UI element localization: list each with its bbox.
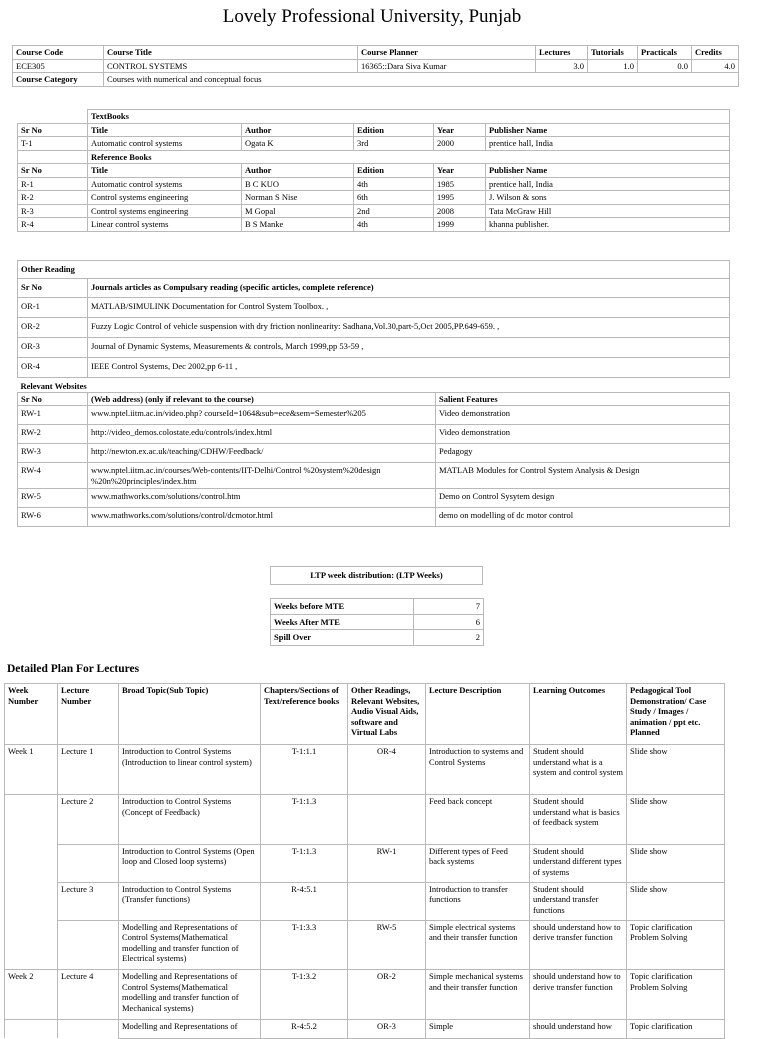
plan-lecture-description: Introduction to transfer functions bbox=[426, 882, 530, 920]
book-title: Control systems engineering bbox=[88, 204, 242, 218]
rw-address-header: (Web address) (only if relevant to the course) bbox=[88, 392, 436, 406]
reference-label-row bbox=[18, 150, 730, 164]
plan-lecture-number bbox=[58, 920, 119, 970]
plan-other-readings bbox=[348, 882, 426, 920]
plan-chapters-sections: T-1:1.3 bbox=[261, 844, 348, 882]
book-year: 1995 bbox=[434, 191, 486, 205]
plan-week-number bbox=[5, 844, 58, 882]
plan-pedagogical-tool: Slide show bbox=[627, 882, 725, 920]
plan-learning-outcomes: should understand how bbox=[530, 1020, 627, 1039]
course-title: CONTROL SYSTEMS bbox=[104, 59, 358, 73]
plan-lecture-description: Simple mechanical systems and their transfer function bbox=[426, 970, 530, 1020]
plan-lecture-number bbox=[58, 844, 119, 882]
course-category: Courses with numerical and conceptual focus bbox=[104, 73, 739, 87]
book-author: Ogata K bbox=[242, 137, 354, 151]
course-code: ECE305 bbox=[13, 59, 104, 73]
book-publisher: J. Wilson & sons bbox=[486, 191, 730, 205]
plan-header-broad-topic: Broad Topic(Sub Topic) bbox=[119, 684, 261, 745]
plan-learning-outcomes: Student should understand what is basics of feedback system bbox=[530, 795, 627, 845]
or-reference: Fuzzy Logic Control of vehicle suspension with dry friction nonlinearity: Sadhana,Vol.30,part-5,Oct 2005,PP.649-659. , bbox=[88, 318, 730, 338]
rw-address: www.nptel.iitm.ac.in/video.php? courseId=1064&sub=ece&sem=Semester%205 bbox=[88, 406, 436, 425]
plan-other-readings: RW-1 bbox=[348, 844, 426, 882]
website-row bbox=[18, 425, 730, 444]
books-header-row bbox=[18, 123, 730, 137]
textbook-row bbox=[18, 137, 730, 151]
plan-broad-topic: Modelling and Representations of Control Systems(Mathematical modelling and transfer function of Electrical systems) bbox=[119, 920, 261, 970]
plan-other-readings: OR-3 bbox=[348, 1020, 426, 1039]
book-sr-no: R-4 bbox=[18, 218, 88, 232]
book-edition: 4th bbox=[354, 177, 434, 191]
book-sr-no: R-2 bbox=[18, 191, 88, 205]
rw-address: www.mathworks.com/solutions/control.htm bbox=[88, 489, 436, 508]
other-reading-label: Other Reading bbox=[18, 261, 730, 279]
plan-week-number bbox=[5, 882, 58, 920]
plan-other-readings: OR-2 bbox=[348, 970, 426, 1020]
plan-row bbox=[5, 970, 725, 1020]
or-reference: MATLAB/SIMULINK Documentation for Control System Toolbox. , bbox=[88, 298, 730, 318]
book-sr-no: T-1 bbox=[18, 137, 88, 151]
book-header-year: Year bbox=[434, 123, 486, 137]
books-table bbox=[17, 109, 730, 232]
website-row bbox=[18, 463, 730, 489]
plan-lecture-number bbox=[58, 1020, 119, 1039]
ltp-title-table bbox=[270, 566, 483, 585]
ltp-row bbox=[271, 614, 484, 630]
book-title: Automatic control systems bbox=[88, 137, 242, 151]
plan-pedagogical-tool: Topic clarification bbox=[627, 1020, 725, 1039]
plan-lecture-description: Feed back concept bbox=[426, 795, 530, 845]
plan-header-week-number: Week Number bbox=[5, 684, 58, 745]
rw-sr-header: Sr No bbox=[18, 392, 88, 406]
course-category-label: Course Category bbox=[13, 73, 104, 87]
plan-chapters-sections: T-1:3.2 bbox=[261, 970, 348, 1020]
book-edition: 6th bbox=[354, 191, 434, 205]
plan-broad-topic: Introduction to Control Systems (Transfer functions) bbox=[119, 882, 261, 920]
websites-label: Relevant Websites bbox=[20, 381, 87, 391]
plan-chapters-sections: R-4:5.1 bbox=[261, 882, 348, 920]
plan-broad-topic: Modelling and Representations of Control Systems(Mathematical modelling and transfer function of Mechanical systems) bbox=[119, 970, 261, 1020]
book-title: Control systems engineering bbox=[88, 191, 242, 205]
plan-lecture-description: Different types of Feed back systems bbox=[426, 844, 530, 882]
or-sr-header: Sr No bbox=[18, 279, 88, 298]
rw-features-header: Salient Features bbox=[436, 392, 730, 406]
book-publisher: Tata McGraw Hill bbox=[486, 204, 730, 218]
plan-heading: Detailed Plan For Lectures bbox=[7, 663, 140, 675]
reference-header-row bbox=[18, 164, 730, 178]
book-year: 1985 bbox=[434, 177, 486, 191]
lecture-plan-table bbox=[4, 683, 725, 1039]
lectures-value: 3.0 bbox=[536, 59, 588, 73]
rw-sr-no: RW-6 bbox=[18, 508, 88, 527]
rw-feature: Pedagogy bbox=[436, 444, 730, 463]
book-title: Linear control systems bbox=[88, 218, 242, 232]
ltp-table bbox=[270, 598, 484, 646]
book-header-sr-no: Sr No bbox=[18, 123, 88, 137]
course-info-table bbox=[12, 45, 739, 87]
plan-lecture-description: Introduction to systems and Control Systems bbox=[426, 745, 530, 795]
practicals-label: Practicals bbox=[638, 46, 692, 60]
ltp-title: LTP week distribution: (LTP Weeks) bbox=[271, 567, 483, 585]
other-reading-table bbox=[17, 260, 730, 378]
plan-lecture-description: Simple electrical systems and their transfer function bbox=[426, 920, 530, 970]
plan-pedagogical-tool: Topic clarification Problem Solving bbox=[627, 970, 725, 1020]
ltp-label: Weeks After MTE bbox=[271, 614, 414, 630]
book-author: B C KUO bbox=[242, 177, 354, 191]
plan-header-lecture-number: Lecture Number bbox=[58, 684, 119, 745]
or-sr-no: OR-3 bbox=[18, 338, 88, 358]
website-row bbox=[18, 508, 730, 527]
plan-header-learning-outcomes: Learning Outcomes bbox=[530, 684, 627, 745]
book-sr-no: R-3 bbox=[18, 204, 88, 218]
tutorials-label: Tutorials bbox=[588, 46, 638, 60]
rw-sr-no: RW-3 bbox=[18, 444, 88, 463]
credits-value: 4.0 bbox=[692, 59, 739, 73]
plan-week-number bbox=[5, 1020, 58, 1039]
plan-header-lecture-description: Lecture Description bbox=[426, 684, 530, 745]
plan-pedagogical-tool: Slide show bbox=[627, 745, 725, 795]
book-author: M Gopal bbox=[242, 204, 354, 218]
rw-address: www.mathworks.com/solutions/control/dcmotor.html bbox=[88, 508, 436, 527]
book-header-publisher: Publisher Name bbox=[486, 164, 730, 178]
book-header-publisher: Publisher Name bbox=[486, 123, 730, 137]
plan-header-pedagogical-tool: Pedagogical Tool Demonstration/ Case Study / Images / animation / ppt etc. Planned bbox=[627, 684, 725, 745]
plan-chapters-sections: T-1:1.1 bbox=[261, 745, 348, 795]
websites-header-row bbox=[18, 392, 730, 406]
reference-row bbox=[18, 191, 730, 205]
plan-learning-outcomes: should understand how to derive transfer function bbox=[530, 970, 627, 1020]
rw-feature: Demo on Control Sysytem design bbox=[436, 489, 730, 508]
plan-header-other-readings: Other Readings, Relevant Websites, Audio Visual Aids, software and Virtual Labs bbox=[348, 684, 426, 745]
credits-label: Credits bbox=[692, 46, 739, 60]
website-row bbox=[18, 444, 730, 463]
book-year: 2000 bbox=[434, 137, 486, 151]
book-year: 2008 bbox=[434, 204, 486, 218]
website-row bbox=[18, 489, 730, 508]
or-reference: Journal of Dynamic Systems, Measurements & controls, March 1999,pp 53-59 , bbox=[88, 338, 730, 358]
ltp-row bbox=[271, 630, 484, 646]
plan-lecture-number: Lecture 3 bbox=[58, 882, 119, 920]
other-reading-row bbox=[18, 298, 730, 318]
book-year: 1999 bbox=[434, 218, 486, 232]
book-publisher: prentice hall, India bbox=[486, 177, 730, 191]
rw-feature: MATLAB Modules for Control System Analysis & Design bbox=[436, 463, 730, 489]
spacer-cell bbox=[18, 110, 88, 124]
other-reading-row bbox=[18, 358, 730, 378]
book-header-sr-no: Sr No bbox=[18, 164, 88, 178]
or-sr-no: OR-1 bbox=[18, 298, 88, 318]
rw-sr-no: RW-4 bbox=[18, 463, 88, 489]
other-reading-header-row bbox=[18, 279, 730, 298]
course-planner-label: Course Planner bbox=[358, 46, 536, 60]
book-header-year: Year bbox=[434, 164, 486, 178]
textbooks-label: TextBooks bbox=[88, 110, 730, 124]
rw-address: www.nptel.iitm.ac.in/courses/Web-contents/IIT-Delhi/Control %20system%20design %20n%20principles/index.htm bbox=[88, 463, 436, 489]
book-header-edition: Edition bbox=[354, 123, 434, 137]
reference-row bbox=[18, 177, 730, 191]
website-row bbox=[18, 406, 730, 425]
spacer-cell bbox=[18, 150, 88, 164]
plan-other-readings bbox=[348, 795, 426, 845]
rw-sr-no: RW-5 bbox=[18, 489, 88, 508]
rw-address: http://newton.ex.ac.uk/teaching/CDHW/Feedback/ bbox=[88, 444, 436, 463]
university-title: Lovely Professional University, Punjab bbox=[222, 6, 522, 27]
plan-pedagogical-tool: Topic clarification Problem Solving bbox=[627, 920, 725, 970]
reference-row bbox=[18, 204, 730, 218]
ltp-value: 7 bbox=[414, 599, 484, 615]
plan-row bbox=[5, 745, 725, 795]
plan-header-row bbox=[5, 684, 725, 745]
plan-learning-outcomes: Student should understand different types of systems bbox=[530, 844, 627, 882]
book-author: Norman S Nise bbox=[242, 191, 354, 205]
practicals-value: 0.0 bbox=[638, 59, 692, 73]
plan-lecture-number: Lecture 4 bbox=[58, 970, 119, 1020]
rw-sr-no: RW-1 bbox=[18, 406, 88, 425]
plan-lecture-description: Simple bbox=[426, 1020, 530, 1039]
plan-week-number bbox=[5, 920, 58, 970]
reference-row bbox=[18, 218, 730, 232]
rw-sr-no: RW-2 bbox=[18, 425, 88, 444]
websites-table bbox=[17, 380, 730, 527]
plan-pedagogical-tool: Slide show bbox=[627, 795, 725, 845]
plan-row bbox=[5, 795, 725, 845]
rw-address: http://video_demos.colostate.edu/controls/index.html bbox=[88, 425, 436, 444]
plan-row bbox=[5, 882, 725, 920]
book-edition: 2nd bbox=[354, 204, 434, 218]
plan-learning-outcomes: Student should understand what is a system and control system bbox=[530, 745, 627, 795]
book-edition: 4th bbox=[354, 218, 434, 232]
reference-books-label: Reference Books bbox=[88, 150, 730, 164]
book-header-title: Title bbox=[88, 123, 242, 137]
plan-row bbox=[5, 844, 725, 882]
plan-broad-topic: Introduction to Control Systems (Concept of Feedback) bbox=[119, 795, 261, 845]
plan-other-readings: RW-5 bbox=[348, 920, 426, 970]
plan-week-number: Week 1 bbox=[5, 745, 58, 795]
rw-feature: Video demonstration bbox=[436, 425, 730, 444]
other-reading-row bbox=[18, 338, 730, 358]
ltp-value: 2 bbox=[414, 630, 484, 646]
plan-chapters-sections: T-1:1.3 bbox=[261, 795, 348, 845]
or-journal-header: Journals articles as Compulsary reading (specific articles, complete reference) bbox=[88, 279, 730, 298]
course-planner: 16365::Dara Siva Kumar bbox=[358, 59, 536, 73]
or-reference: IEEE Control Systems, Dec 2002,pp 6-11 , bbox=[88, 358, 730, 378]
book-header-author: Author bbox=[242, 164, 354, 178]
plan-chapters-sections: R-4:5.2 bbox=[261, 1020, 348, 1039]
tutorials-value: 1.0 bbox=[588, 59, 638, 73]
course-title-label: Course Title bbox=[104, 46, 358, 60]
book-edition: 3rd bbox=[354, 137, 434, 151]
book-header-edition: Edition bbox=[354, 164, 434, 178]
book-title: Automatic control systems bbox=[88, 177, 242, 191]
book-publisher: khanna publisher. bbox=[486, 218, 730, 232]
plan-week-number bbox=[5, 795, 58, 845]
plan-week-number: Week 2 bbox=[5, 970, 58, 1020]
book-publisher: prentice hall, India bbox=[486, 137, 730, 151]
rw-feature: Video demonstration bbox=[436, 406, 730, 425]
plan-row bbox=[5, 1020, 725, 1039]
plan-pedagogical-tool: Slide show bbox=[627, 844, 725, 882]
ltp-label: Weeks before MTE bbox=[271, 599, 414, 615]
lectures-label: Lectures bbox=[536, 46, 588, 60]
plan-chapters-sections: T-1:3.3 bbox=[261, 920, 348, 970]
plan-lecture-number: Lecture 2 bbox=[58, 795, 119, 845]
plan-lecture-number: Lecture 1 bbox=[58, 745, 119, 795]
plan-row bbox=[5, 920, 725, 970]
other-reading-row bbox=[18, 318, 730, 338]
plan-other-readings: OR-4 bbox=[348, 745, 426, 795]
plan-broad-topic: Introduction to Control Systems (Introduction to linear control system) bbox=[119, 745, 261, 795]
plan-header-chapters-sections: Chapters/Sections of Text/reference books bbox=[261, 684, 348, 745]
book-sr-no: R-1 bbox=[18, 177, 88, 191]
ltp-row bbox=[271, 599, 484, 615]
course-code-label: Course Code bbox=[13, 46, 104, 60]
book-author: B S Manke bbox=[242, 218, 354, 232]
or-sr-no: OR-4 bbox=[18, 358, 88, 378]
plan-learning-outcomes: should understand how to derive transfer function bbox=[530, 920, 627, 970]
ltp-value: 6 bbox=[414, 614, 484, 630]
plan-broad-topic: Introduction to Control Systems (Open loop and Closed loop systems) bbox=[119, 844, 261, 882]
book-header-title: Title bbox=[88, 164, 242, 178]
or-sr-no: OR-2 bbox=[18, 318, 88, 338]
plan-broad-topic: Modelling and Representations of bbox=[119, 1020, 261, 1039]
textbooks-label-row bbox=[18, 110, 730, 124]
book-header-author: Author bbox=[242, 123, 354, 137]
plan-learning-outcomes: Student should understand transfer functions bbox=[530, 882, 627, 920]
ltp-label: Spill Over bbox=[271, 630, 414, 646]
rw-feature: demo on modelling of dc motor control bbox=[436, 508, 730, 527]
